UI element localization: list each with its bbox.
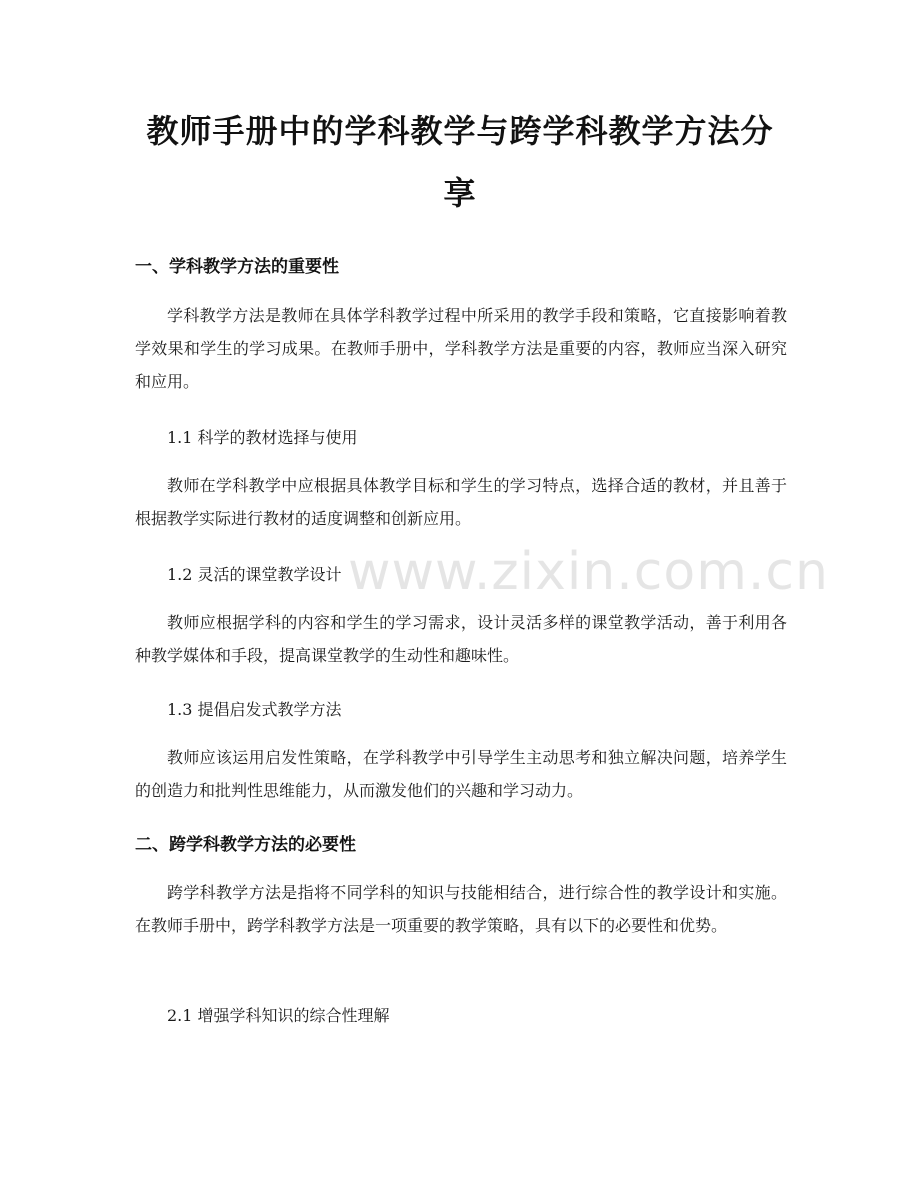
document-title: 教师手册中的学科教学与跨学科教学方法分享 <box>146 112 774 212</box>
section-intro-paragraph: 学科教学方法是教师在具体学科教学过程中所采用的教学手段和策略，它直接影响着教学效果和学生的学习成果。在教师手册中，学科教学方法是重要的内容，教师应当深入研究和应用。 <box>135 306 787 391</box>
section-heading: 一、学科教学方法的重要性 <box>135 257 339 277</box>
subsection-paragraph: 教师应根据学科的内容和学生的学习需求，设计灵活多样的课堂教学活动，善于利用各种教学媒体和手段，提高课堂教学的生动性和趣味性。 <box>135 613 787 665</box>
subsection-heading: 1.1 科学的教材选择与使用 <box>167 428 358 447</box>
subsection-heading: 2.1 增强学科知识的综合性理解 <box>167 1006 390 1025</box>
subsection-paragraph: 教师应该运用启发性策略，在学科教学中引导学生主动思考和独立解决问题，培养学生的创造力和批判性思维能力，从而激发他们的兴趣和学习动力。 <box>135 748 787 800</box>
subsection-heading: 1.2 灵活的课堂教学设计 <box>167 565 342 584</box>
subsection-paragraph: 教师在学科教学中应根据具体教学目标和学生的学习特点，选择合适的教材，并且善于根据教学实际进行教材的适度调整和创新应用。 <box>135 476 787 528</box>
subsection-heading: 1.3 提倡启发式教学方法 <box>167 700 342 719</box>
section-intro-paragraph: 跨学科教学方法是指将不同学科的知识与技能相结合，进行综合性的教学设计和实施。在教师手册中，跨学科教学方法是一项重要的教学策略，具有以下的必要性和优势。 <box>135 883 787 935</box>
section-heading: 二、跨学科教学方法的必要性 <box>135 835 356 855</box>
watermark-text: www.zixin.com.cn <box>348 542 829 602</box>
